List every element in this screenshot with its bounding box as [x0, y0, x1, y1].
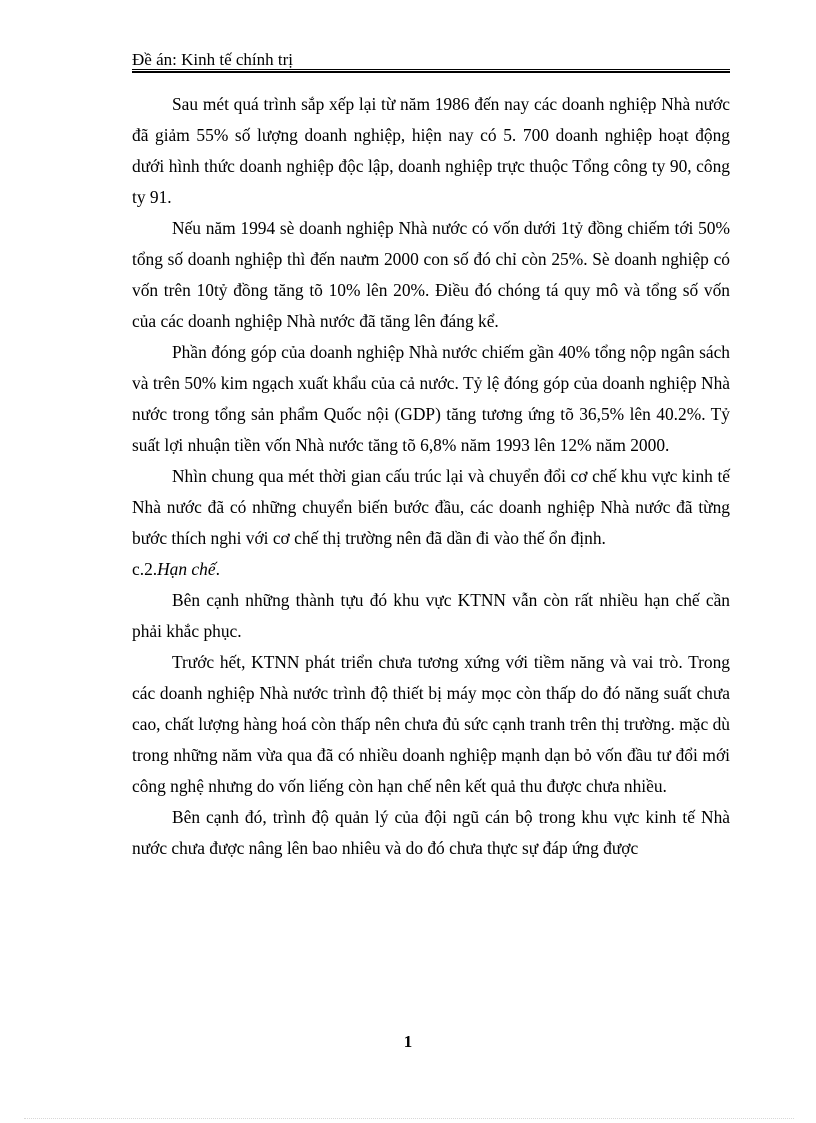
section-title: Hạn chế: [157, 559, 216, 579]
document-header: [132, 50, 730, 70]
paragraph: Bên cạnh những thành tựu đó khu vực KTNN vẫn còn rất nhiều hạn chế cần phải khắc phục.: [132, 590, 730, 641]
paragraph: Bên cạnh đó, trình độ quản lý của đội ngũ cán bộ trong khu vực kinh tế Nhà nước chưa được nâng lên bao nhiêu và do đó chưa thực sự đáp ứng được: [132, 807, 730, 858]
header-title: Đề án: Kinh tế chính trị: [132, 50, 293, 69]
section-suffix: .: [215, 559, 220, 579]
paragraph: Trước hết, KTNN phát triển chưa tương xứng với tiềm năng và vai trò. Trong các doanh nghiệp Nhà nước trình độ thiết bị máy mọc còn thấp do đó năng suất chưa cao, chất lượng hàng hoá còn thấp nên chưa đủ sức cạnh tranh trên thị trường. mặc dù trong những năm vừa qua đã có nhiều doanh nghiệp mạnh dạn bỏ vốn đầu tư đổi mới công nghệ nhưng do vốn liếng còn hạn chế nên kết quả thu được chưa nhiều.: [132, 652, 730, 796]
paragraph: Nếu năm 1994 sè doanh nghiệp Nhà nước có vốn dưới 1tỷ đồng chiếm tới 50% tổng số doanh nghiệp thì đến naưm 2000 con số đó chỉ còn 25%. Sè doanh nghiệp có vốn trên 10tỷ đồng tăng tõ 10% lên 20%. Điều đó chóng tá quy mô và tổng số vốn của các doanh nghiệp Nhà nước đã tăng lên đáng kể.: [132, 218, 730, 331]
page-number: 1: [403, 1032, 413, 1051]
paragraph: Sau mét quá trình sắp xếp lại từ năm 1986 đến nay các doanh nghiệp Nhà nước đã giảm 55% số lượng doanh nghiệp, hiện nay có 5. 700 doanh nghiệp hoạt động dưới hình thức doanh nghiệp độc lập, doanh nghiệp trực thuộc Tổng công ty 90, công ty 91.: [132, 94, 730, 207]
header-rule-thick: [132, 71, 730, 73]
paragraph: Phần đóng góp của doanh nghiệp Nhà nước chiếm gần 40% tổng nộp ngân sách và trên 50% kim ngạch xuất khẩu của cả nước. Tỷ lệ đóng góp của doanh nghiệp Nhà nước trong tổng sản phẩm Quốc nội (GDP) tăng tương ứng tõ 36,5% lên 40.2%. Tỷ suất lợi nhuận tiền vốn Nhà nước tăng tõ 6,8% năm 1993 lên 12% năm 2000.: [132, 342, 730, 455]
section-number: c.2.: [132, 559, 158, 579]
section-heading: [132, 554, 730, 585]
footer-dotted-line: [24, 1118, 794, 1119]
paragraph: Nhìn chung qua mét thời gian cấu trúc lại và chuyển đổi cơ chế khu vực kinh tế Nhà nước đã có những chuyển biến bước đầu, các doanh nghiệp Nhà nước đã từng bước thích nghi với cơ chế thị trường nên đã dần đi vào thế ổn định.: [132, 466, 730, 548]
document-body: [132, 89, 730, 864]
header-rule-thin: [132, 69, 730, 70]
